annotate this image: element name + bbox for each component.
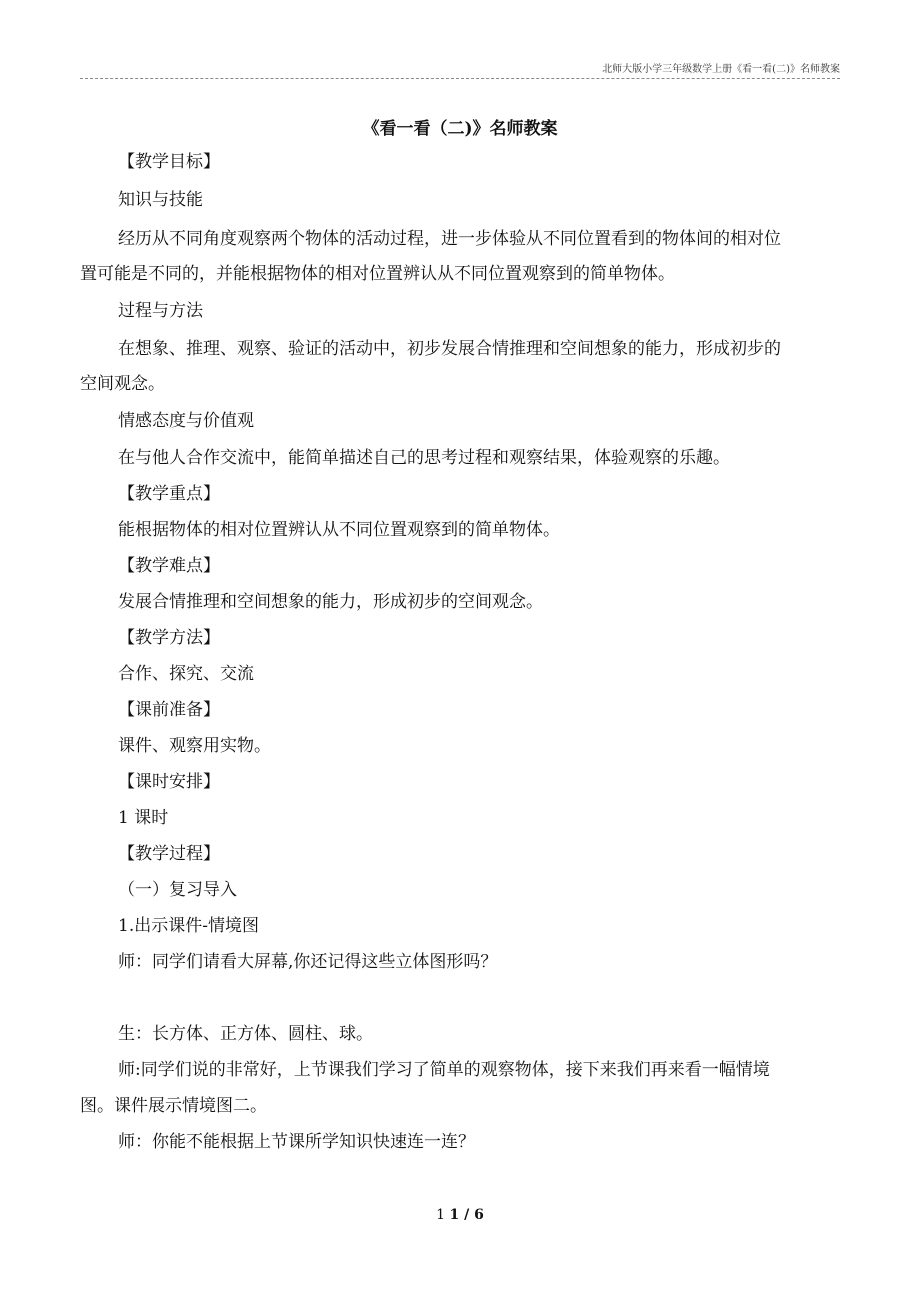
- paragraph-line: 发展合情推理和空间想象的能力，形成初步的空间观念。: [118, 592, 543, 612]
- heading-teaching-goals: 【教学目标】: [118, 152, 220, 172]
- subheading-attitude: 情感态度与价值观: [118, 411, 254, 431]
- paragraph-line: 空间观念。: [80, 374, 165, 394]
- paragraph-line: 在与他人合作交流中，能简单描述自己的思考过程和观察结果，体验观察的乐趣。: [118, 448, 730, 468]
- dialogue-line: 生：长方体、正方体、圆柱、球。: [118, 1024, 373, 1044]
- heading-key-points: 【教学重点】: [118, 484, 220, 504]
- dialogue-line: 图。课件展示情境图二。: [80, 1096, 267, 1116]
- footer-number: 1: [436, 1207, 446, 1223]
- paragraph-line: 1 课时: [118, 808, 169, 828]
- heading-process: 【教学过程】: [118, 844, 220, 864]
- dialogue-line: 师：你能不能根据上节课所学知识快速连一连？: [118, 1132, 475, 1152]
- heading-methods: 【教学方法】: [118, 628, 220, 648]
- paragraph-line: 课件、观察用实物。: [118, 736, 271, 756]
- paragraph-line: 经历从不同角度观察两个物体的活动过程，进一步体验从不同位置看到的物体间的相对位: [118, 229, 781, 249]
- heading-difficulties: 【教学难点】: [118, 556, 220, 576]
- page-number: 1 / 6: [449, 1207, 484, 1223]
- dialogue-line: 师：同学们请看大屏幕,你还记得这些立体图形吗？: [118, 952, 498, 972]
- paragraph-line: 在想象、推理、观察、验证的活动中，初步发展合情推理和空间想象的能力，形成初步的: [118, 339, 781, 359]
- subheading-review: （一）复习导入: [118, 880, 237, 900]
- paragraph-line: 能根据物体的相对位置辨认从不同位置观察到的简单物体。: [118, 520, 560, 540]
- dialogue-line: 师:同学们说的非常好，上节课我们学习了简单的观察物体，接下来我们再来看一幅情境: [118, 1060, 770, 1080]
- header-rule: [80, 78, 840, 79]
- subheading-process: 过程与方法: [118, 301, 203, 321]
- heading-schedule: 【课时安排】: [118, 772, 220, 792]
- subheading-knowledge: 知识与技能: [118, 190, 203, 210]
- paragraph-line: 置可能是不同的，并能根据物体的相对位置辨认从不同位置观察到的简单物体。: [80, 264, 675, 284]
- document-title: 《看一看（二)》名师教案: [362, 119, 558, 139]
- running-header: 北师大版小学三年级数学上册《看一看(二)》名师教案: [602, 64, 840, 75]
- heading-preparation: 【课前准备】: [118, 700, 220, 720]
- paragraph-line: 合作、探究、交流: [118, 664, 254, 684]
- list-item: 1.出示课件-情境图: [118, 916, 259, 936]
- page-footer: [0, 1205, 920, 1225]
